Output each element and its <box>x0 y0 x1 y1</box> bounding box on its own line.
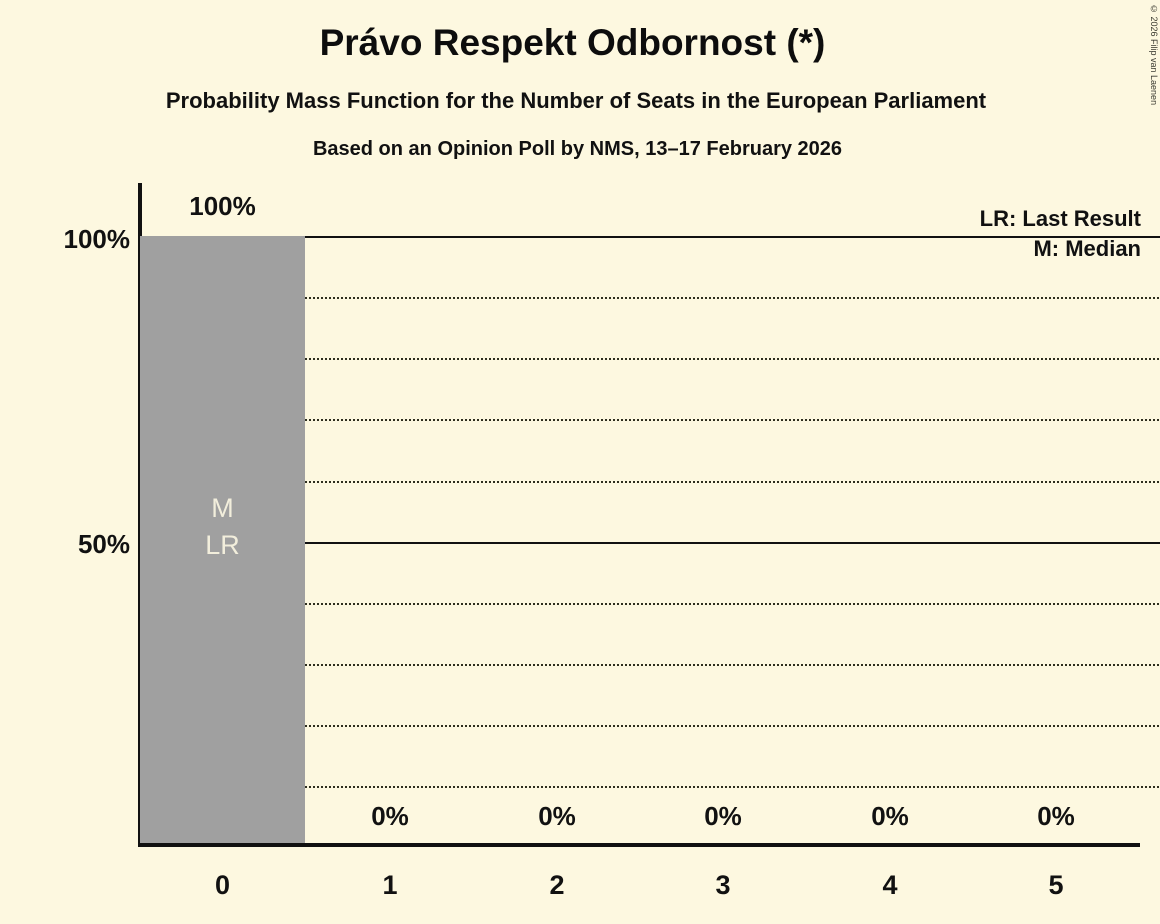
legend-median: M: Median <box>1033 236 1141 261</box>
chart-subtitle: Probability Mass Function for the Number of Seats in the European Parliament <box>165 88 987 113</box>
gridline-30 <box>166 664 1160 666</box>
gridline-60 <box>166 481 1160 483</box>
x-tick-label-1: 1 <box>382 870 398 900</box>
x-tick-label-3: 3 <box>715 870 731 900</box>
y-tick-label-50: 50% <box>77 529 130 559</box>
bar-label-5: 0% <box>1037 801 1075 831</box>
gridline-40 <box>166 603 1160 605</box>
bar-label-3: 0% <box>704 801 742 831</box>
x-tick-label-2: 2 <box>549 870 565 900</box>
y-tick-label-100: 100% <box>63 224 130 254</box>
bar-median-marker-0: M <box>211 493 234 523</box>
gridline-90 <box>166 297 1160 299</box>
bar-label-4: 0% <box>871 801 909 831</box>
x-tick-label-5: 5 <box>1048 870 1064 900</box>
gridline-100 <box>166 236 1160 238</box>
bar-label-1: 0% <box>371 801 409 831</box>
chart-title: Právo Respekt Odbornost (*) <box>319 22 826 63</box>
copyright-notice: © 2026 Filip van Laenen <box>1149 4 1159 106</box>
x-tick-label-0: 0 <box>214 870 231 900</box>
chart-source: Based on an Opinion Poll by NMS, 13–17 February 2026 <box>312 138 843 160</box>
bar-label-2: 0% <box>538 801 576 831</box>
x-tick-label-4: 4 <box>882 870 898 900</box>
gridline-70 <box>166 419 1160 421</box>
x-axis <box>138 843 1140 847</box>
legend-last-result: LR: Last Result <box>979 206 1141 231</box>
bar-label-0: 100% <box>189 191 256 221</box>
bar-last-result-marker-0: LR <box>205 530 240 560</box>
gridline-10 <box>166 786 1160 788</box>
gridline-80 <box>166 358 1160 360</box>
gridline-50 <box>166 542 1160 544</box>
gridline-20 <box>166 725 1160 727</box>
